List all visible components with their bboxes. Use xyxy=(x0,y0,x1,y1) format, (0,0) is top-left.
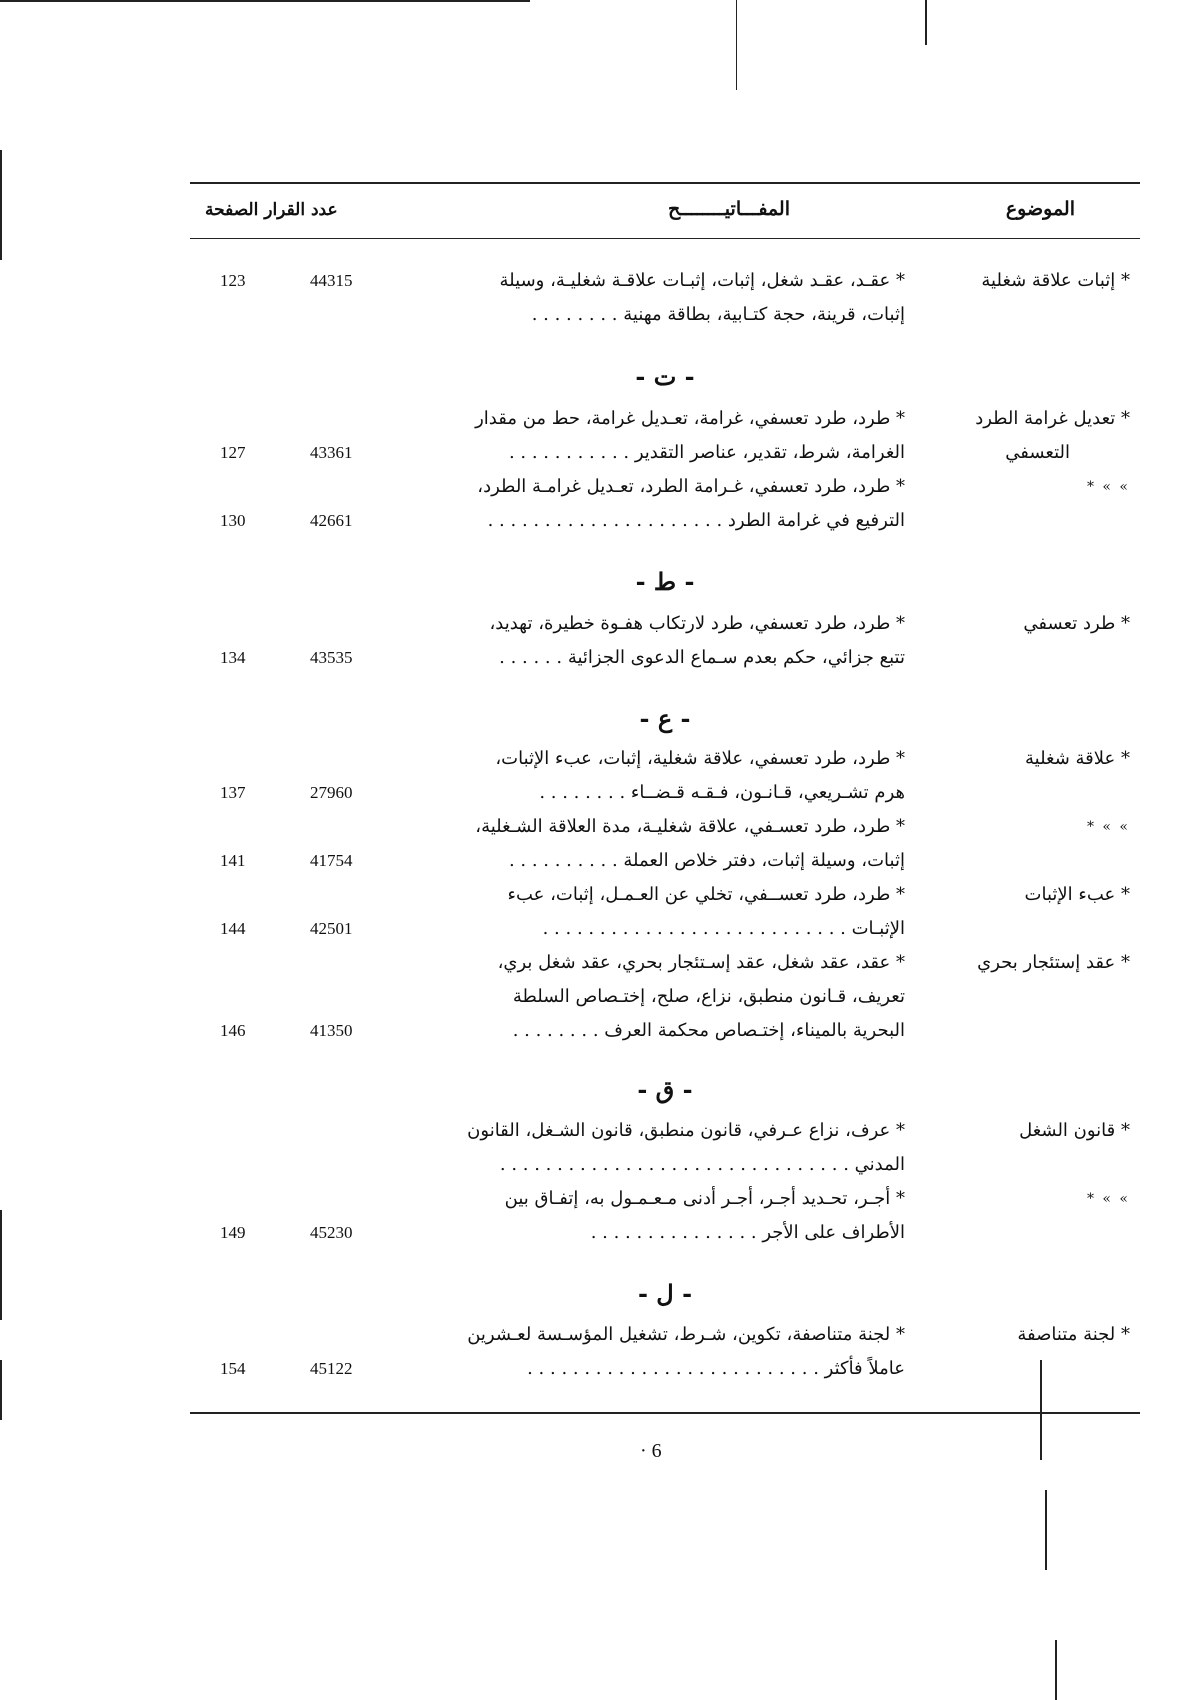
scan-mark xyxy=(0,0,530,2)
scan-mark xyxy=(1045,1490,1047,1570)
entry-topic: * عبء الإثبات xyxy=(1024,884,1130,905)
header-topic: الموضوع xyxy=(1005,198,1075,220)
entry-keywords: * لجنة متناصفة، تكوين، شـرط، تشغيل المؤسـسة لعـشرين عاملاً فأكثر . . . . . . . . . . . . . . . . . . . . . . . . . . xyxy=(467,1324,905,1379)
scan-mark xyxy=(925,0,927,45)
decision-number: 43535 xyxy=(310,648,353,667)
entry-keywords: * طرد، طرد تعسفي، غـرامة الطرد، تعـديل غرامـة الطرد، الترفيع في غرامة الطرد . . . . . . . . . . . . . . . . . . . . . xyxy=(477,476,905,531)
entry-topic: * لجنة متناصفة xyxy=(1017,1324,1130,1345)
entry-topic: * إثبات علاقة شغلية xyxy=(981,270,1130,291)
entry-keywords: * طرد، طرد تعسـفي، علاقة شغليـة، مدة العلاقة الشـغلية، إثبات، وسيلة إثبات، دفتر خلاص العملة . . . . . . . . . . xyxy=(475,816,905,871)
letter-heading: - ع - xyxy=(639,704,691,733)
entry-keywords: * طرد، طرد تعسفي، علاقة شغلية، إثبات، عبء الإثبات، هرم تشـريعي، قـانـون، فـقـه قـضــاء . . . . . . . . xyxy=(495,748,905,803)
entry-topic: * قانون الشغل xyxy=(1019,1120,1130,1141)
page-number: 146 xyxy=(220,1021,246,1040)
entry-keywords: * عقد، عقد شغل، عقد إسـتئجار بحري، عقد شغل بري، تعريف، قـانون منطبق، نزاع، صلح، إختـصاص السلطة البحرية بالميناء، إختـصاص محكمة العرف . . . . . . . . xyxy=(497,952,905,1041)
page-number: 149 xyxy=(220,1223,246,1242)
table-header xyxy=(190,194,1140,234)
bottom-rule xyxy=(190,1412,1140,1414)
decision-number: 45122 xyxy=(310,1359,353,1378)
scan-mark xyxy=(1055,1640,1057,1700)
decision-number: 45230 xyxy=(310,1223,353,1242)
header-keywords: المفـــاتيــــــــح xyxy=(668,198,790,220)
decision-number: 42661 xyxy=(310,511,353,530)
decision-number: 43361 xyxy=(310,443,353,462)
page-number: 154 xyxy=(220,1359,246,1378)
page-number: 134 xyxy=(220,648,246,667)
header-numbers: عدد القرار الصفحة xyxy=(205,200,338,220)
entry-keywords: * طرد، طرد تعسفي، غرامة، تعـديل غرامة، حط من مقدار الغرامة، شرط، تقدير، عناصر التقدير . . . . . . . . . . . xyxy=(475,408,905,463)
scan-mark xyxy=(0,1360,2,1420)
index-page xyxy=(190,182,1140,1412)
letter-heading: - ق - xyxy=(637,1075,693,1104)
decision-number: 41754 xyxy=(310,851,353,870)
header-rule xyxy=(190,238,1140,239)
entry-keywords: * عرف، نزاع عـرفي، قانون منطبق، قانون الشـغل، القانون المدني . . . . . . . . . . . . . . . . . . . . . . . . . . . . . . . xyxy=(467,1120,905,1175)
entry-topic: * علاقة شغلية xyxy=(1025,748,1130,769)
page-number: 144 xyxy=(220,919,246,938)
decision-number: 27960 xyxy=(310,783,353,802)
entry-keywords: * طرد، طرد تعسفي، طرد لارتكاب هفـوة خطيرة، تهديد، تتبع جزائي، حكم بعدم سـماع الدعوى الجزائية . . . . . . xyxy=(489,613,905,668)
page-number: 141 xyxy=(220,851,246,870)
entry-keywords: * طرد، طرد تعســفي، تخلي عن العـمـل، إثبات، عبء الإثبـات . . . . . . . . . . . . . . . . . . . . . . . . . . . xyxy=(507,884,905,939)
page-number: 130 xyxy=(220,511,246,530)
letter-heading: - ط - xyxy=(635,567,695,596)
scan-mark xyxy=(0,1210,2,1320)
entry-topic: * عقد إستئجار بحري xyxy=(977,952,1130,973)
entry-topic-continued: التعسفي xyxy=(1005,442,1070,463)
letter-heading: - ل - xyxy=(637,1279,693,1308)
entry-topic: * طرد تعسفي xyxy=(1023,613,1130,634)
scan-mark xyxy=(736,0,737,90)
footer-page-number: 6 · xyxy=(640,1440,662,1462)
ditto-mark: » » * xyxy=(1086,819,1130,835)
decision-number: 42501 xyxy=(310,919,353,938)
decision-number: 41350 xyxy=(310,1021,353,1040)
decision-number: 44315 xyxy=(310,271,353,290)
entry-keywords: * عقـد، عقـد شغل، إثبات، إثبـات علاقـة شغليـة، وسيلة إثبات، قرينة، حجة كتـابية، بطاقة مهنية . . . . . . . . xyxy=(499,270,905,325)
ditto-mark: » » * xyxy=(1086,479,1130,495)
entry-keywords: * أجـر، تحـديد أجـر، أجـر أدنى مـعـمـول به، إتفـاق بين الأطراف على الأجر . . . . . . . . . . . . . . . xyxy=(504,1188,905,1243)
page-number: 137 xyxy=(220,783,246,802)
scan-mark xyxy=(0,150,2,260)
page-number: 123 xyxy=(220,271,246,290)
top-rule xyxy=(190,182,1140,184)
page-number: 127 xyxy=(220,443,246,462)
entry-topic: * تعديل غرامة الطرد xyxy=(975,408,1130,429)
letter-heading: - ت - xyxy=(635,362,695,391)
ditto-mark: » » * xyxy=(1086,1191,1130,1207)
